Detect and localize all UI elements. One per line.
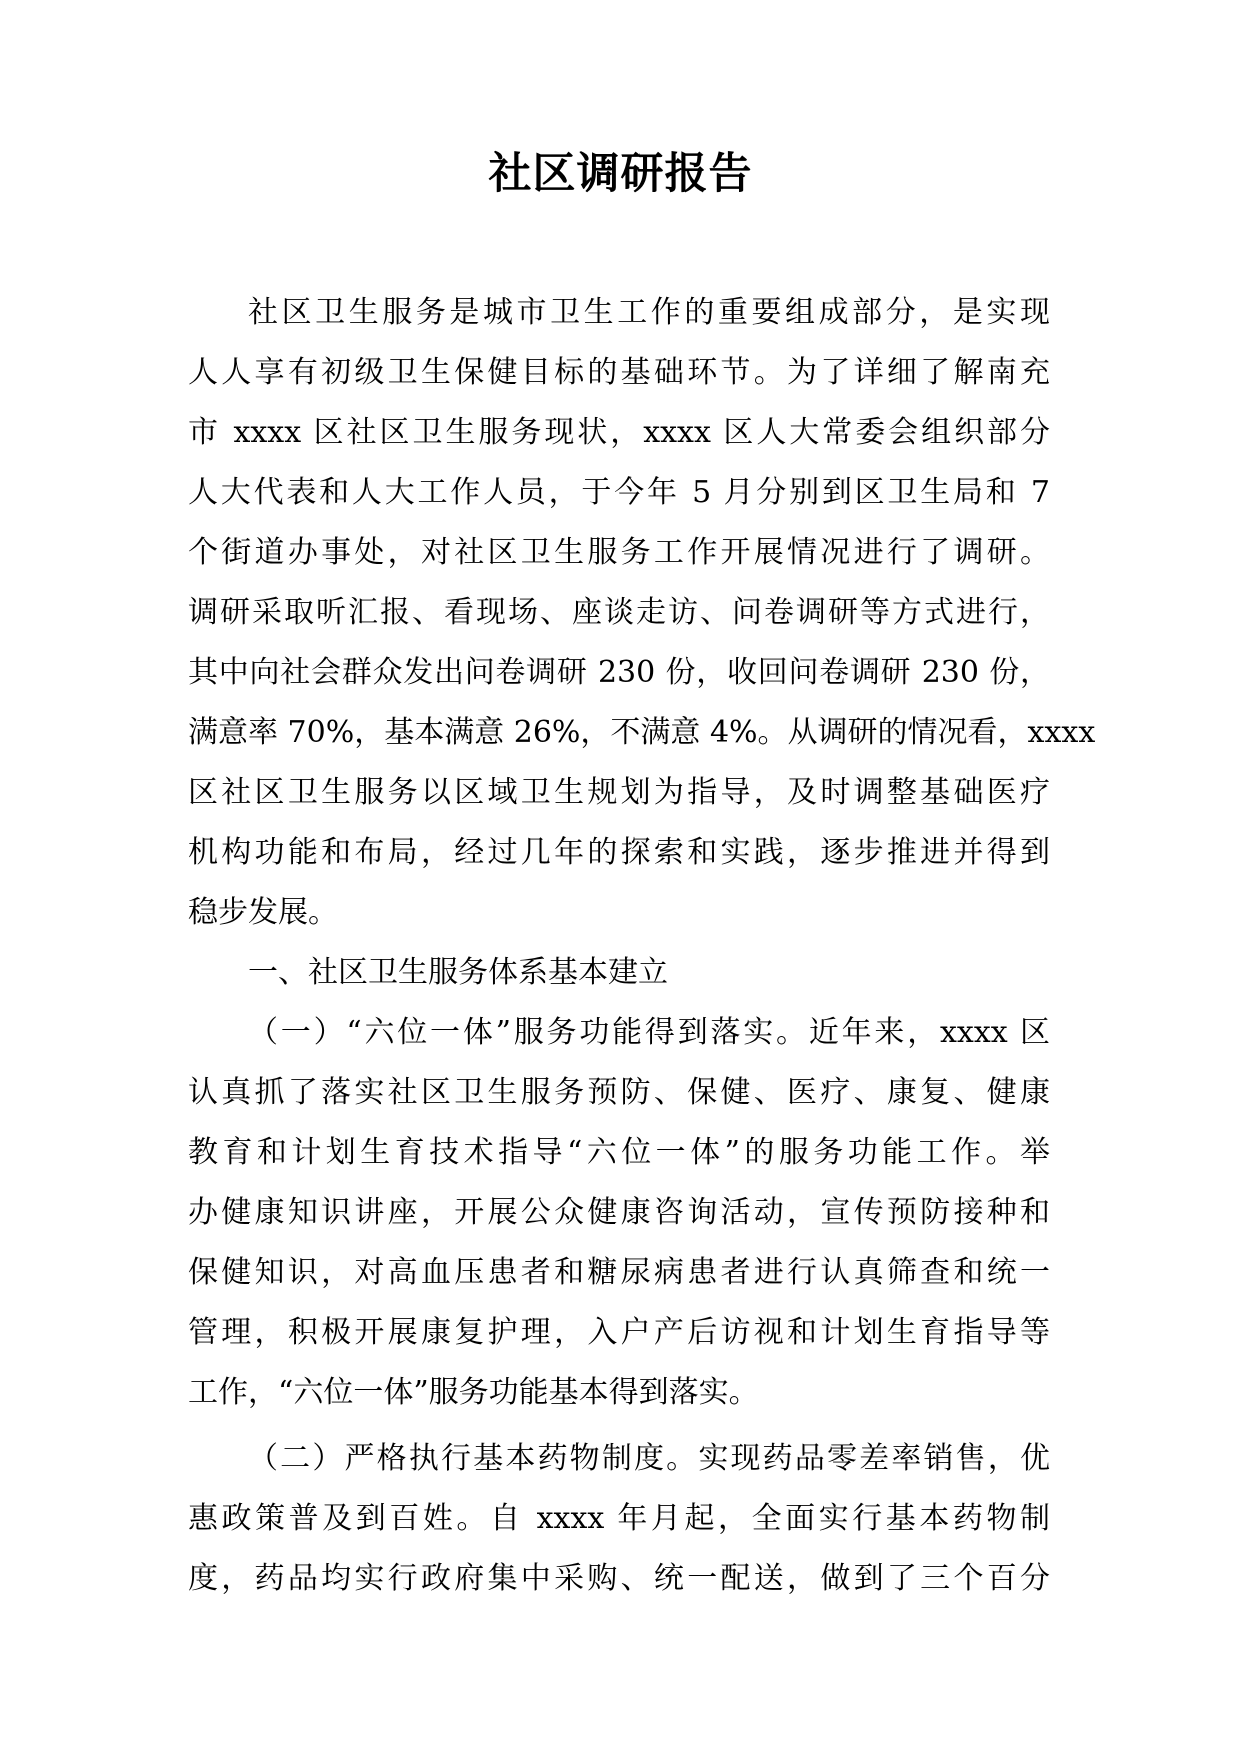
paragraph-line: 市 xxxx 区社区卫生服务现状，xxxx 区人大常委会组织部分	[188, 415, 1050, 450]
paragraph-line: 人大代表和人大工作人员，于今年 5 月分别到区卫生局和 7	[188, 475, 1050, 510]
paragraph-line: 稳步发展。	[188, 895, 338, 930]
paragraph-line: 管理，积极开展康复护理，入户产后访视和计划生育指导等	[188, 1315, 1050, 1350]
paragraph-line: 其中向社会群众发出问卷调研 230 份，收回问卷调研 230 份，	[188, 655, 1050, 690]
document-title: 社区调研报告	[488, 149, 753, 199]
paragraph-line: 满意率 70%，基本满意 26%，不满意 4%。从调研的情况看，xxxx	[188, 715, 1096, 750]
paragraph-line: 机构功能和布局，经过几年的探索和实践，逐步推进并得到	[188, 835, 1050, 870]
paragraph-line: 办健康知识讲座，开展公众健康咨询活动，宣传预防接种和	[188, 1195, 1050, 1230]
paragraph-line: 社区卫生服务是城市卫生工作的重要组成部分，是实现	[248, 295, 1050, 330]
paragraph-line: 个街道办事处，对社区卫生服务工作开展情况进行了调研。	[188, 535, 1050, 570]
paragraph-line: 调研采取听汇报、看现场、座谈走访、问卷调研等方式进行，	[188, 595, 1050, 630]
document-body	[188, 283, 1096, 1609]
paragraph-line: 区社区卫生服务以区域卫生规划为指导，及时调整基础医疗	[188, 775, 1050, 810]
paragraph-line: （一）“六位一体”服务功能得到落实。近年来，xxxx 区	[248, 1015, 1050, 1050]
paragraph-line: 工作，“六位一体”服务功能基本得到落实。	[188, 1375, 759, 1410]
section-heading: 一、社区卫生服务体系基本建立	[248, 955, 668, 990]
paragraph-line: 惠政策普及到百姓。自 xxxx 年月起，全面实行基本药物制	[188, 1501, 1050, 1536]
paragraph-line: 教育和计划生育技术指导“六位一体”的服务功能工作。举	[188, 1135, 1050, 1170]
paragraph-line: 人人享有初级卫生保健目标的基础环节。为了详细了解南充	[188, 355, 1050, 390]
paragraph-line: （二）严格执行基本药物制度。实现药品零差率销售，优	[248, 1441, 1050, 1476]
paragraph-line: 度，药品均实行政府集中采购、统一配送，做到了三个百分	[188, 1561, 1050, 1596]
paragraph-line: 认真抓了落实社区卫生服务预防、保健、医疗、康复、健康	[188, 1075, 1050, 1110]
paragraph-line: 保健知识，对高血压患者和糖尿病患者进行认真筛查和统一	[188, 1255, 1050, 1290]
